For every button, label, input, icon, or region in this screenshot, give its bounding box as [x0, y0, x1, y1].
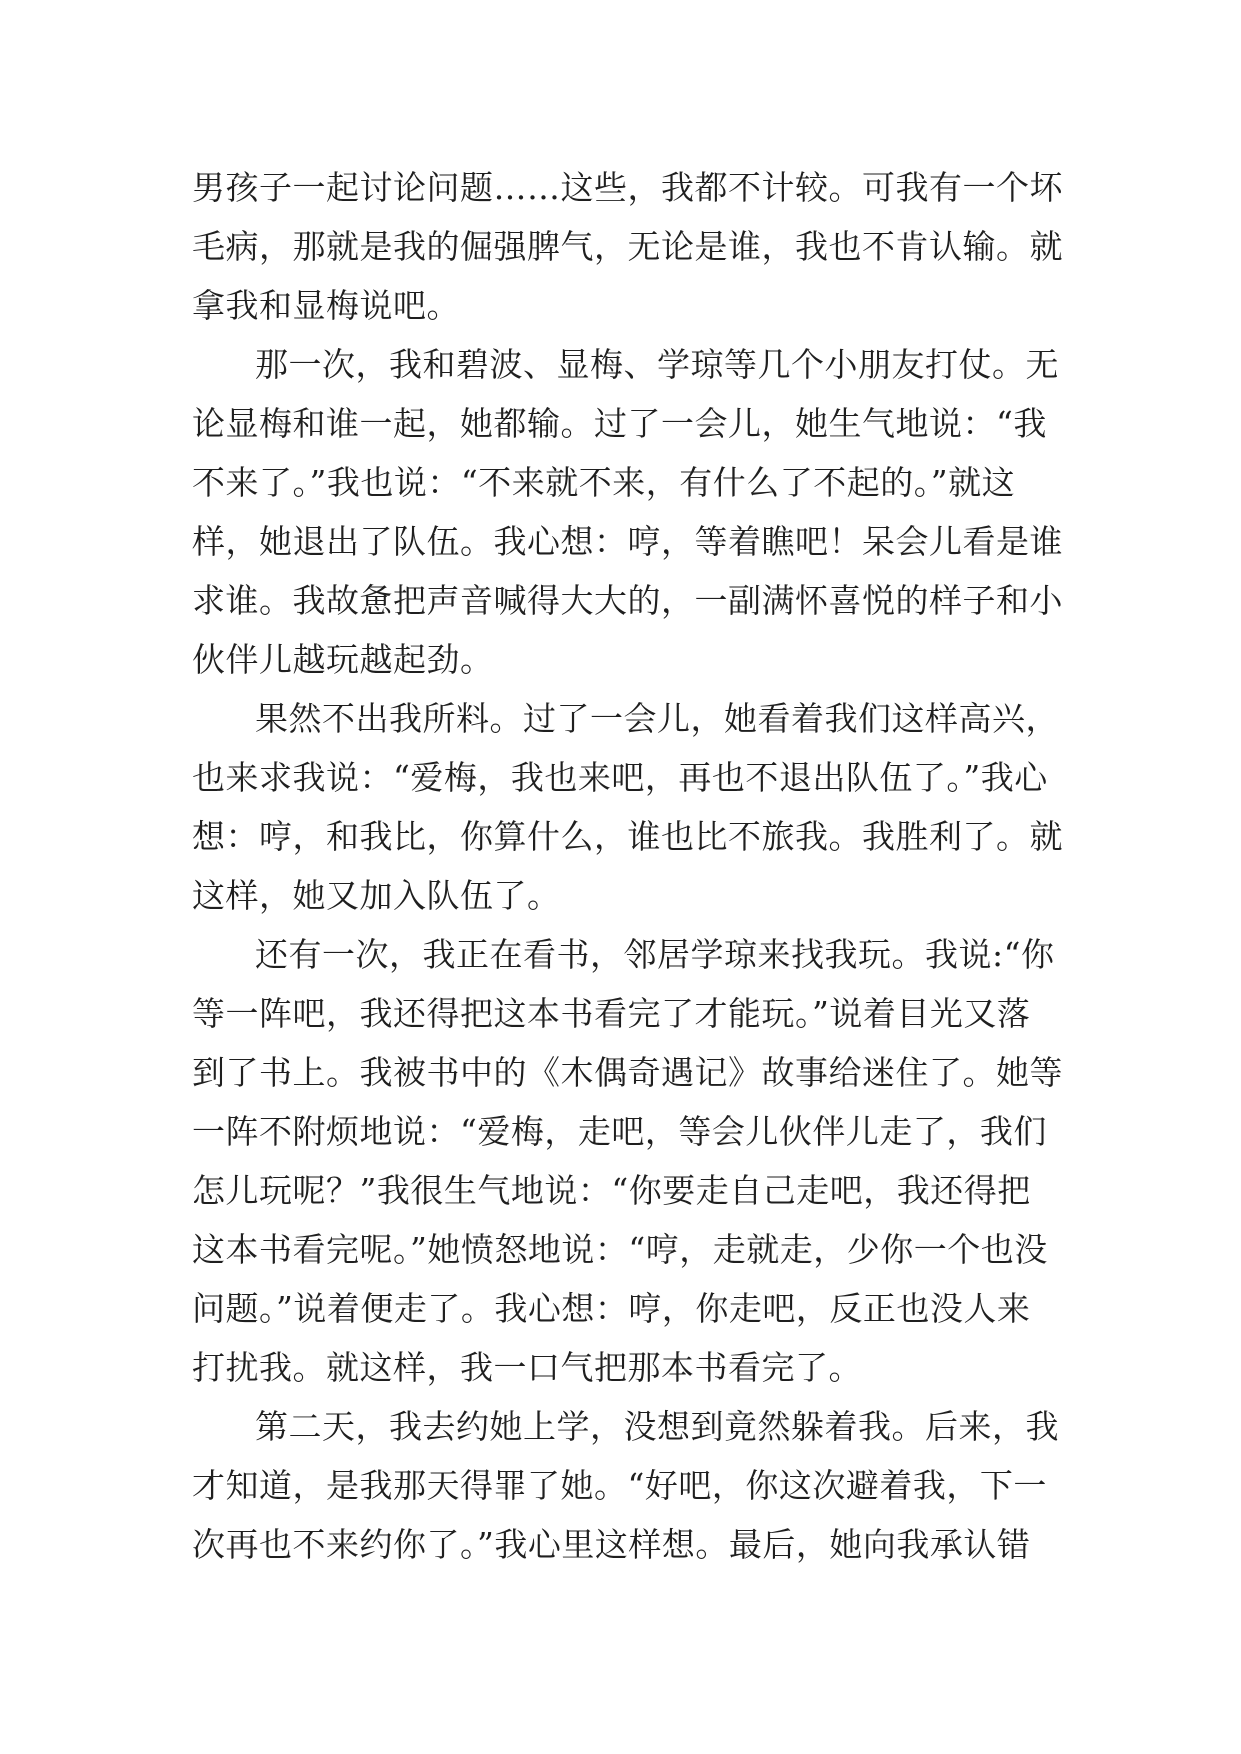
text-line: 一阵不附烦地说：“爱梅，走吧，等会儿伙伴儿走了，我们 [192, 1112, 1047, 1151]
text-line: 这样，她又加入队伍了。 [192, 876, 561, 915]
text-line: 样，她退出了队伍。我心想：哼，等着瞧吧！呆会儿看是谁 [192, 522, 1063, 561]
paragraph-start-line: 还有一次，我正在看书，邻居学琼来找我玩。我说:“你 [255, 935, 1055, 974]
text-line: 求谁。我故惫把声音喊得大大的，一副满怀喜悦的样子和小 [192, 581, 1063, 620]
text-line: 拿我和显梅说吧。 [192, 286, 460, 325]
paragraph-start-line: 果然不出我所料。过了一会儿，她看着我们这样高兴， [255, 699, 1059, 738]
text-line: 问题。”说着便走了。我心想：哼，你走吧，反正也没人来 [192, 1289, 1031, 1328]
text-line: 次再也不来约你了。”我心里这样想。最后，她向我承认错 [192, 1525, 1031, 1564]
body-text [192, 158, 1072, 1574]
text-line: 想：哼，和我比，你算什么，谁也比不旅我。我胜利了。就 [192, 817, 1063, 856]
text-line: 男孩子一起讨论问题……这些，我都不计较。可我有一个坏 [192, 168, 1063, 207]
text-line: 才知道，是我那天得罪了她。“好吧，你这次避着我，下一 [192, 1466, 1047, 1505]
text-line: 这本书看完呢。”她愤怒地说：“哼，走就走，少你一个也没 [192, 1230, 1048, 1269]
text-line: 怎儿玩呢？”我很生气地说：“你要走自己走吧，我还得把 [192, 1171, 1031, 1210]
text-line: 打扰我。就这样，我一口气把那本书看完了。 [192, 1348, 862, 1387]
text-line: 伙伴儿越玩越起劲。 [192, 640, 494, 679]
text-line: 论显梅和谁一起，她都输。过了一会儿，她生气地说：“我 [192, 404, 1047, 443]
paragraph-start-line: 那一次，我和碧波、显梅、学琼等几个小朋友打仗。无 [255, 345, 1059, 384]
text-line: 等一阵吧，我还得把这本书看完了才能玩。”说着目光又落 [192, 994, 1031, 1033]
text-line: 到了书上。我被书中的《木偶奇遇记》故事给迷住了。她等 [192, 1053, 1063, 1092]
text-line: 也来求我说：“爱梅，我也来吧，再也不退出队伍了。”我心 [192, 758, 1048, 797]
paragraph-start-line: 第二天，我去约她上学，没想到竟然躲着我。后来，我 [255, 1407, 1059, 1446]
text-line: 不来了。”我也说：“不来就不来，有什么了不起的。”就这 [192, 463, 1016, 502]
text-line: 毛病，那就是我的倔强脾气，无论是谁，我也不肯认输。就 [192, 227, 1063, 266]
